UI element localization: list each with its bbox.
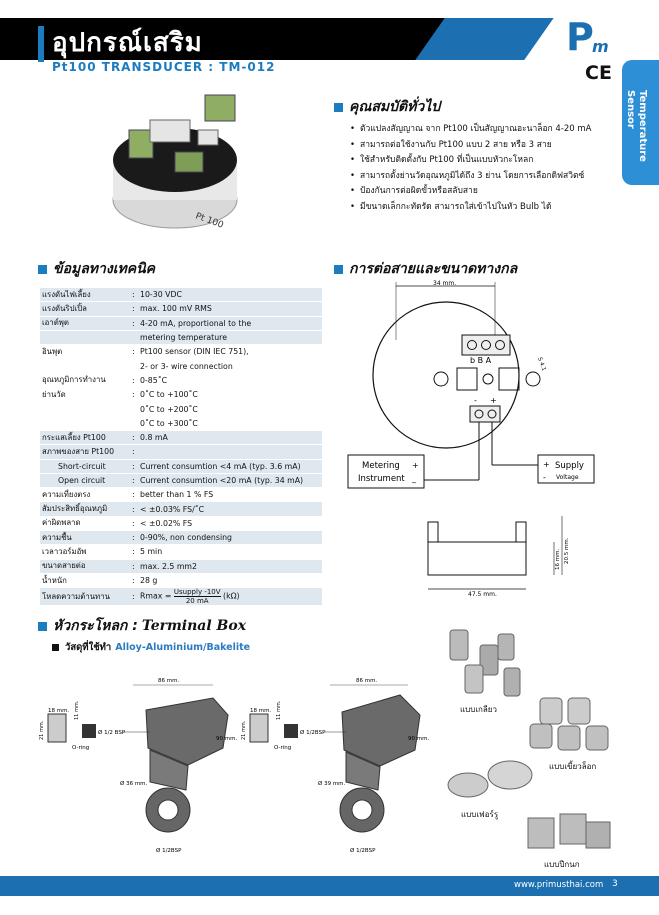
rmax-unit: (kΩ) [223,591,240,601]
spec-value: 0˚C to +200˚C [140,404,198,414]
dim-90-label-2: 90 mm. [408,736,430,742]
footer-website-link[interactable]: www.primusthai.com [514,880,604,890]
spec-row [40,545,322,559]
spec-value [140,588,322,605]
bsp-bottom-label-2: Ø 1/2BSP [350,848,376,854]
plus-label: + [490,396,497,405]
feature-item: • ใช้สำหรับติดตั้งกับ Pt100 ที่เป็นแบบหัวกะโหลก [350,153,620,169]
spec-key: สัมประสิทธิ์อุณหภูมิ [42,504,108,514]
page-title: อุปกรณ์เสริม [52,28,203,58]
svg-text:+: + [412,461,419,470]
terminal-box-drawing-2 [240,670,440,860]
spec-colon: : [132,318,135,328]
spec-colon: : [132,433,135,443]
svg-text:m: m [592,37,609,56]
dim-h1-label: 16 mm. [555,548,561,570]
spec-key: แรงดันริปเปิ้ล [42,303,87,313]
bsp-bottom-label: Ø 1/2BSP [156,848,182,854]
spec-row [40,502,322,516]
spec-value: 0.8 mA [140,433,168,443]
spec-colon: : [132,461,135,471]
spec-key: แรงดันไฟเลี้ยง [42,289,91,299]
spec-key: Open circuit [58,476,106,485]
spec-key: ความเที่ยงตรง [42,489,91,499]
dim-h2-label: 20.5 mm. [564,537,570,564]
spec-colon: : [132,447,135,457]
svg-text:P: P [566,15,594,56]
spec-row [40,374,322,388]
threaded-fittings-photo [450,630,520,696]
spec-colon: : [132,304,135,314]
spec-value: 2- or 3- wire connection [140,361,233,371]
spec-colon: : [132,290,135,300]
spec-key: ค่าผิดพลาด [42,518,81,528]
spec-row [40,288,322,302]
spec-colon: : [132,375,135,385]
spec-row [40,431,322,445]
spec-key: สภาพของสาย Pt100 [42,446,115,456]
svg-text:Pt 100: Pt 100 [193,211,225,231]
brand-logo [566,14,622,56]
rmax-prefix: Rmax = [140,591,172,601]
dim-11-label: 11 mm. [74,700,80,720]
instrument-label: Instrument [358,474,405,484]
dim-21-label-2: 21 mm. [241,720,247,740]
feature-item: • สามารถตั้งย่านวัดอุณหภูมิได้ถึง 3 ย่าน โดยการเลือกดิฟสวิตซ์ [350,169,620,185]
flange-fittings-photo [528,814,610,848]
spec-value: 0˚C to +300˚C [140,418,198,428]
dim-bottom-label: 47.5 mm. [468,591,497,598]
bayonet-fittings-photo [530,698,608,750]
spec-value: < ±0.02% FS [140,518,193,528]
product-subtitle: Pt100 TRANSDUCER : TM-012 [52,60,276,74]
spec-row [40,574,322,588]
spec-row [40,531,322,545]
spec-key: เอาต์พุต [42,318,69,328]
bsp-label-2: Ø 1/2BSP [300,730,326,736]
spec-row [40,474,322,488]
spec-colon: : [132,390,135,400]
side-tab-label: Temperature Sensor [625,90,648,162]
spec-row-load-resistance [40,588,322,606]
spec-colon: : [132,476,135,485]
spec-colon: : [132,518,135,528]
spec-colon: : [132,576,135,586]
minus-label: - [474,396,477,405]
spec-row [40,317,322,331]
spec-key: น้ำหนัก [42,575,67,585]
rmax-numerator: Usupply -10V [173,588,221,597]
spec-row [40,345,322,359]
spec-colon: : [132,504,135,514]
caption-ferrule: แบบเฟอร์รู [461,810,499,819]
voltage-label: Voltage [556,474,579,481]
oring-label-2: O-ring [274,745,292,751]
metering-label: Metering [362,461,400,471]
spec-value: 0-90%, non condensing [140,533,232,543]
spec-row [40,388,322,402]
spec-value: Current consumtion <20 mA (typ. 34 mA) [140,476,304,485]
wiring-diagram [340,280,610,605]
transducer-photo [95,90,255,240]
spec-row [40,302,322,316]
spec-value: 5 min [140,547,163,557]
spec-row [40,445,322,459]
svg-text:-: - [543,473,546,482]
page-number: 3 [612,879,618,889]
terminal-labels: b B A [470,356,492,365]
spec-row [40,460,322,474]
spec-key: Short-circuit [58,461,106,471]
dim-39-label: Ø 39 mm. [318,781,346,787]
spec-row [40,517,322,531]
title-accent-bar [38,26,44,62]
oring-label: O-ring [72,745,90,751]
terminal-box-drawing-1 [38,670,238,860]
spec-colon: : [132,547,135,557]
features-heading: คุณสมบัติทั่วไป [334,96,440,118]
feature-item: • ป้องกันการต่อผิดขั้วหรือสลับสาย [350,184,620,200]
ce-mark: CE [585,62,612,84]
spec-value: Pt100 sensor (DIN IEC 751), [140,347,249,357]
spec-key: ย่านวัด [42,389,66,399]
spec-value: Current consumtion <4 mA (typ. 3.6 mA) [140,461,301,471]
spec-value: better than 1 % FS [140,490,214,500]
feature-item: • สามารถต่อใช้งานกับ Pt100 แบบ 2 สาย หรือ 3 สาย [350,138,620,154]
spec-value: max. 100 mV RMS [140,304,212,314]
dim-36-label: Ø 36 mm. [120,781,148,787]
spec-value: 0˚C to +100˚C [140,390,198,400]
dim-11-label-2: 11 mm. [276,700,282,720]
spec-row [40,331,322,345]
spec-row [40,359,322,373]
ferrule-fittings-photo [448,761,532,797]
rmax-fraction [174,588,221,605]
feature-item: • ตัวแปลงสัญญาณ จาก Pt100 เป็นสัญญาณอะนาล็อก 4-20 mA [350,122,620,138]
feature-item: • มีขนาดเล็กกะทัดรัด สามารถใส่เข้าไปในหัว Bulb ได้ [350,200,620,216]
caption-threaded: แบบเกลียว [460,705,497,714]
supply-label: Supply [555,461,584,471]
spec-colon: : [132,347,135,357]
spec-row [40,560,322,574]
spec-value: 28 g [140,576,158,586]
spec-row [40,488,322,502]
svg-text:+: + [543,460,550,469]
specs-heading: ข้อมูลทางเทคนิค [38,258,155,280]
dim-top-label: 34 mm. [433,280,457,287]
spec-key: โหลดความต้านทาน [42,591,110,601]
dim-18-label: 18 mm. [48,708,70,714]
spec-value: metering temperature [140,333,227,343]
dim-86-label-2: 86 mm. [356,678,378,684]
spec-colon: : [132,533,135,543]
spec-colon: : [132,592,135,602]
dim-86-label: 86 mm. [158,678,180,684]
spec-key: เวลาวอร์มอัพ [42,546,87,556]
terminal-box-heading: หัวกระโหลก : Terminal Box [38,615,246,637]
spec-value: < ±0.03% FS/˚C [140,504,205,514]
spec-value: max. 2.5 mm2 [140,561,197,571]
spec-key: อุณหภูมิการทำงาน [42,375,106,385]
spec-table [40,288,322,606]
bsp-label: Ø 1/2 BSP [98,730,126,736]
spec-key: ความชื้น [42,532,72,542]
dim-21-label: 21 mm. [39,720,45,740]
rmax-denominator: 20 mA [185,597,209,606]
caption-flange: แบบปีกนก [544,860,580,869]
material-line: วัสดุที่ใช้ทำ Alloy-Aluminium/Bakelite [52,640,250,655]
spec-key: ขนาดสายต่อ [42,561,86,571]
dim-90-label: 90 mm. [216,736,238,742]
svg-text:_: _ [412,474,416,483]
spec-key: อินพุต [42,346,63,356]
spec-row [40,402,322,416]
side-category-tab[interactable] [622,60,659,185]
fittings-photos [440,620,620,870]
spec-row [40,417,322,431]
spec-value: 0-85˚C [140,375,168,385]
dim-18-label-2: 18 mm. [250,708,272,714]
wiring-heading: การต่อสายและขนาดทางกล [334,258,517,280]
side-label: S 4.1 [536,356,547,372]
caption-bayonet: แบบเขี้ยวล็อก [549,762,597,771]
spec-value: 4-20 mA, proportional to the [140,318,252,328]
features-list [350,122,620,215]
spec-value: 10-30 VDC [140,290,182,300]
spec-colon: : [132,490,135,500]
spec-key: กระแสเลี้ยง Pt100 [42,432,106,442]
spec-colon: : [132,561,135,571]
